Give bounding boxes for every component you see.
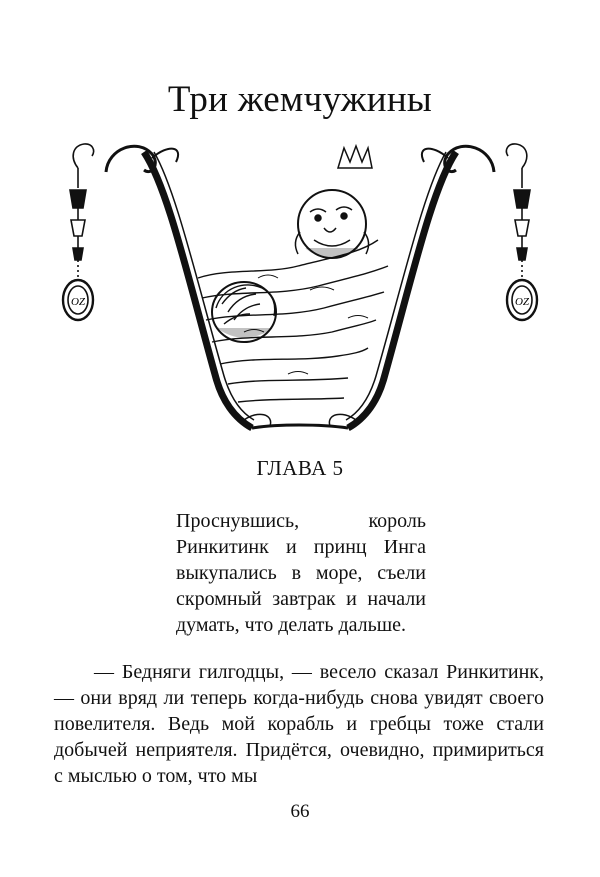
right-pendant-ornament [506, 144, 537, 320]
left-pendant-ornament [63, 144, 94, 320]
intro-paragraph: Проснувшись, король Ринкитинк и принц Инга выкупались в море, съели скромный завтрак и начали думать, что делать дальше. [176, 510, 426, 636]
body-text [54, 659, 544, 789]
left-oz-emblem: OZ [70, 296, 86, 308]
right-oz-emblem: OZ [514, 296, 530, 308]
ornamental-v-frame [106, 146, 494, 428]
book-title: Три жемчужины [167, 79, 433, 120]
page-number: 66 [290, 801, 310, 822]
dialogue-paragraph: — Бедняги гилгодцы, — весело сказал Ринкитинк, — они вряд ли теперь когда-нибудь снова увидят своего повелителя. Ведь мой корабль и гребцы тоже стали добычей неприятеля. Придётся, очевидно, примириться с мыслью о том, что мы [54, 661, 544, 787]
chapter-vignette-illustration [48, 128, 552, 438]
sea-waves [198, 240, 388, 402]
prince-inga-head [212, 282, 276, 342]
chapter-heading: ГЛАВА 5 [256, 456, 344, 480]
king-rinkitink-head [295, 146, 372, 258]
